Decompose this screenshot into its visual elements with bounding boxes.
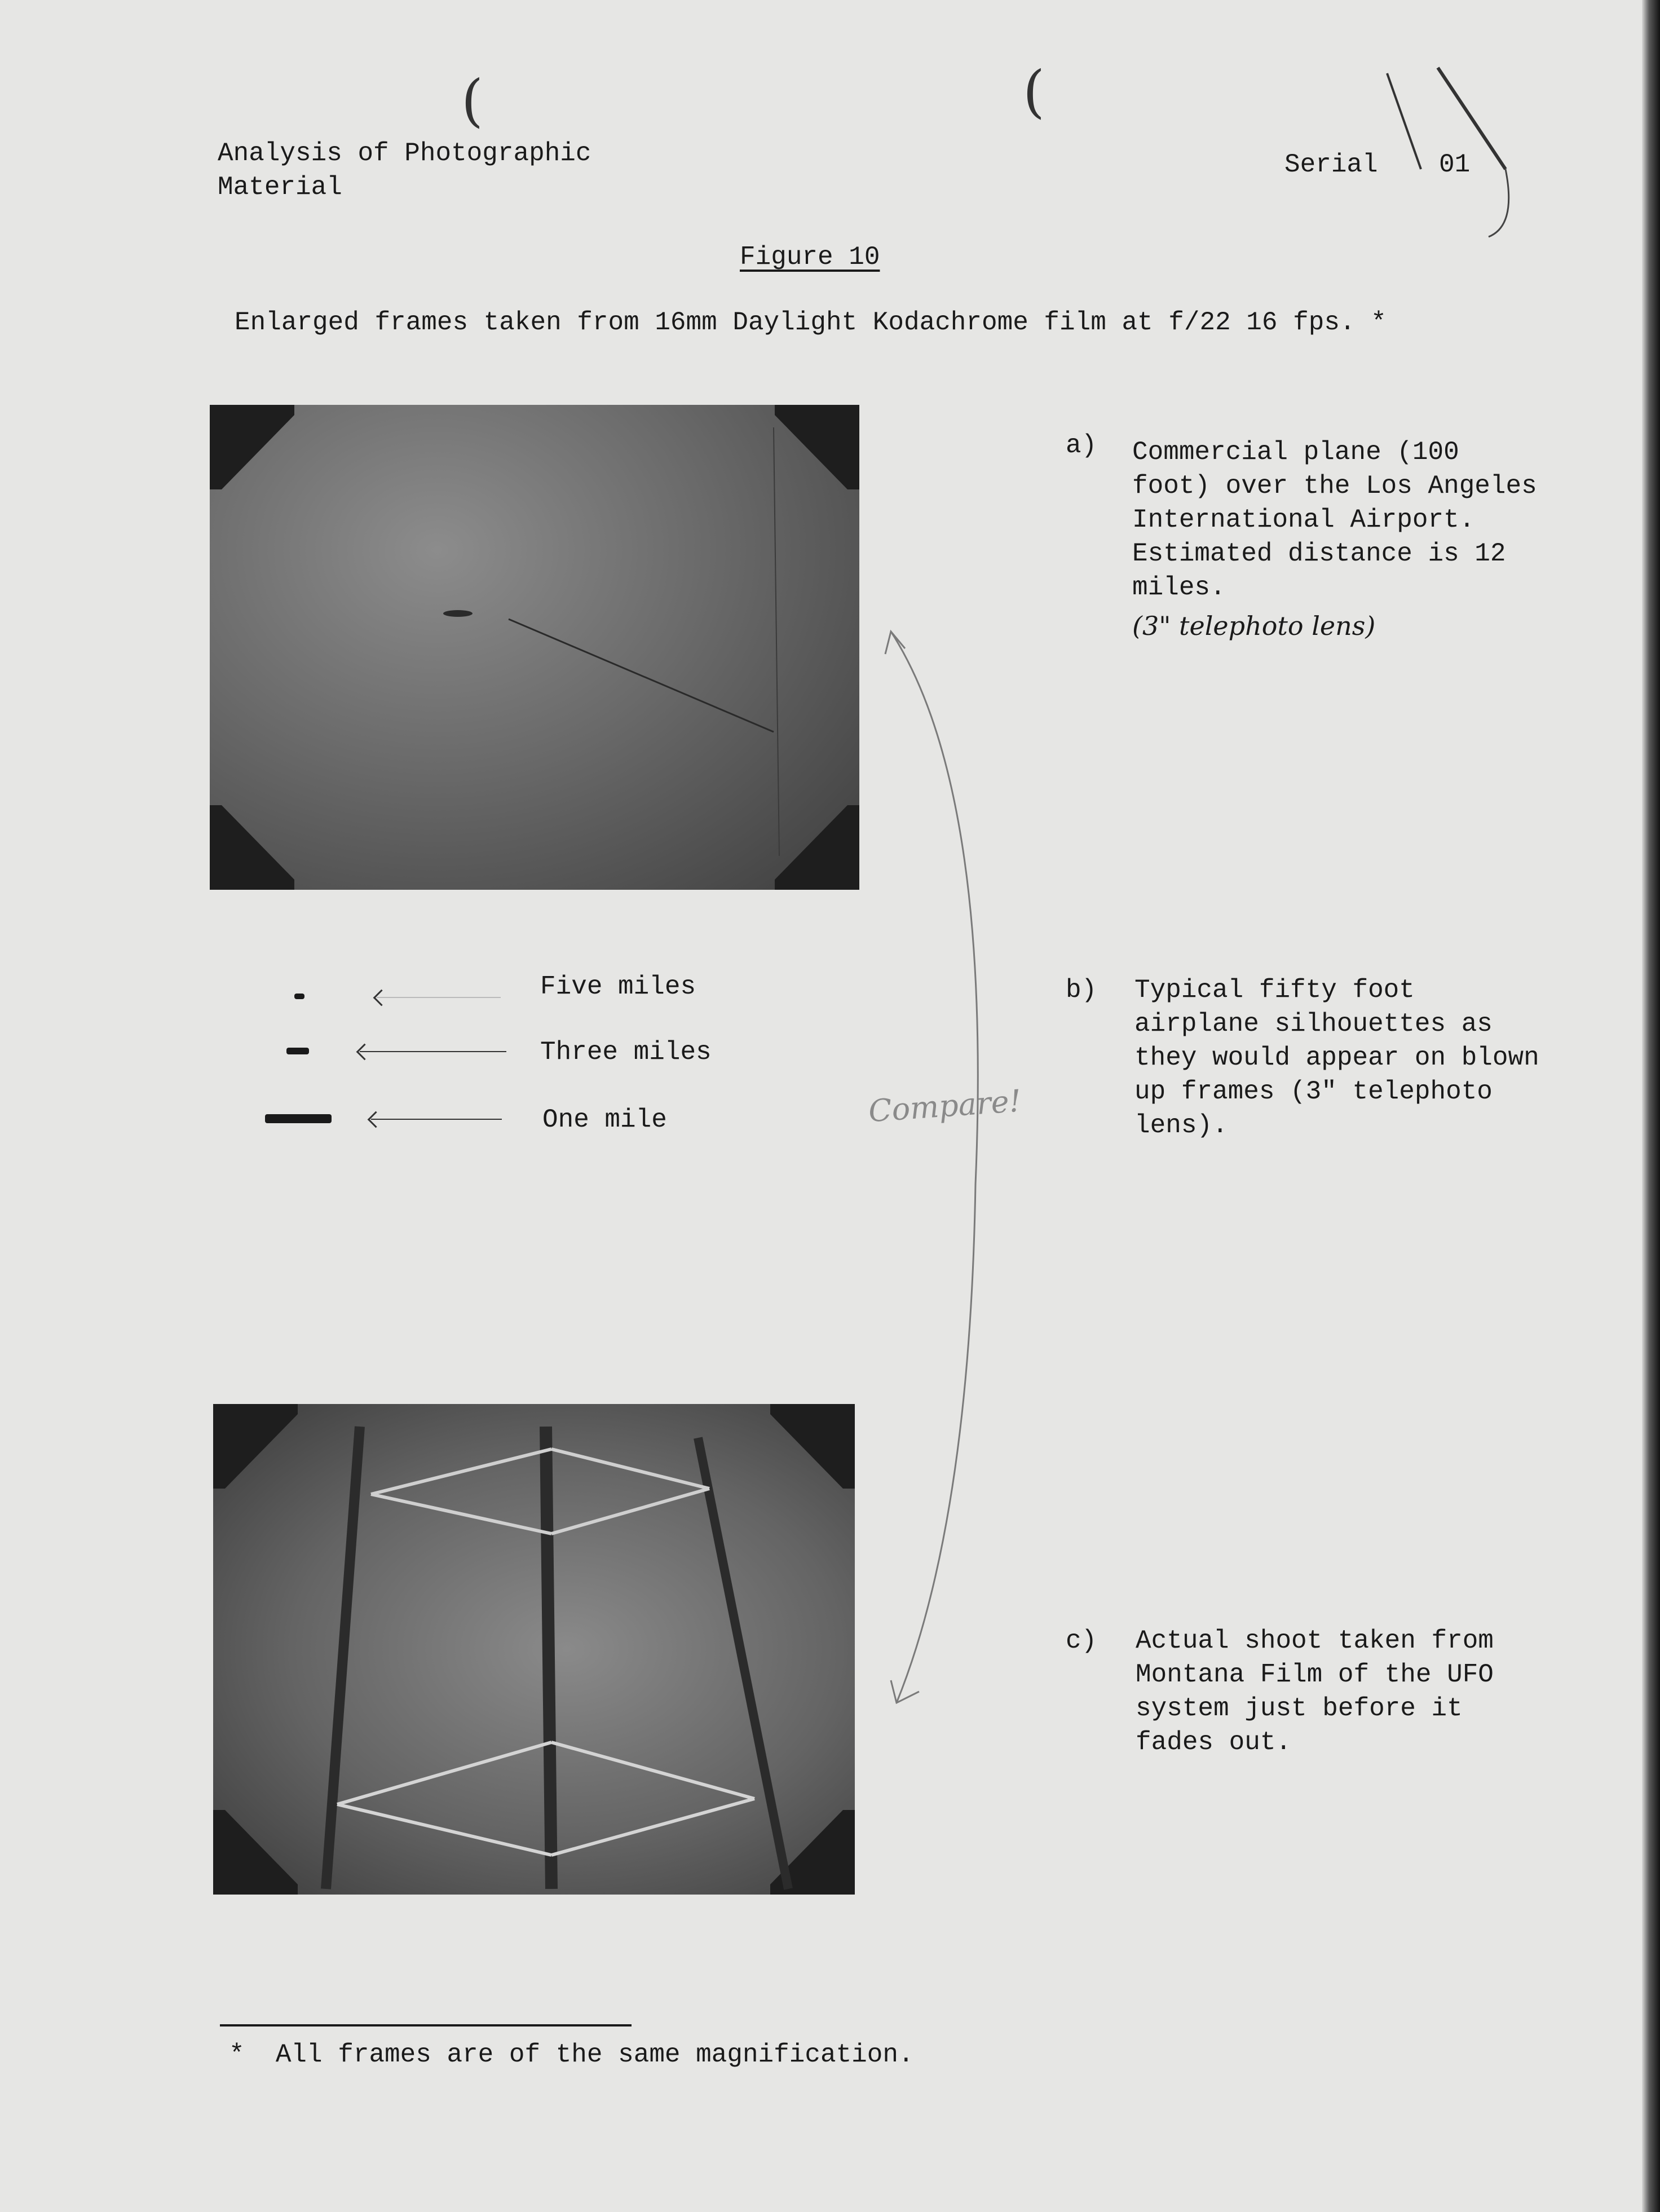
footnote-rule	[220, 2024, 632, 2026]
section-c-text: Actual shoot taken from Montana Film of the UFO system just before it fades out.	[1136, 1626, 1494, 1757]
silhouette-three-miles	[286, 1048, 309, 1054]
footnote: * All frames are of the same magnification.	[229, 2040, 914, 2069]
silhouette-five-miles	[294, 994, 304, 999]
serial-value: 01	[1439, 150, 1471, 179]
scale-label-one-mile: One mile	[542, 1105, 667, 1134]
section-a-handwritten-note: (3" telephoto lens)	[1132, 611, 1376, 641]
serial-label: Serial	[1284, 150, 1378, 179]
section-c-marker: c)	[1066, 1626, 1097, 1655]
margin-mark-right: (	[1023, 59, 1045, 125]
arrow-one-mile	[371, 1119, 502, 1120]
figure-subtitle: Enlarged frames taken from 16mm Daylight Kodachrome film at f/22 16 fps. *	[235, 308, 1387, 337]
photo-c-structure	[213, 1404, 855, 1895]
pencil-arrow	[880, 620, 1015, 1737]
photo-frame-a	[210, 405, 859, 890]
photo-a-marks	[210, 405, 859, 890]
pencil-note-compare: Compare!	[867, 1083, 1023, 1129]
section-b-marker: b)	[1066, 975, 1097, 1005]
section-a-marker: a)	[1066, 431, 1097, 460]
figure-title: Figure 10	[740, 242, 880, 272]
silhouette-one-mile	[265, 1114, 332, 1123]
scale-label-five-miles: Five miles	[540, 972, 696, 1001]
page-edge	[1642, 0, 1660, 2212]
arrow-five-miles	[377, 997, 501, 998]
section-b-text: Typical fifty foot airplane silhouettes as they would appear on blown up frames (3" telephoto lens).	[1134, 975, 1539, 1140]
arrow-three-miles	[360, 1051, 506, 1052]
margin-mark-left: (	[461, 68, 484, 134]
photo-frame-c	[213, 1404, 855, 1895]
section-a-text: Commercial plane (100 foot) over the Los Angeles International Airport. Estimated distance is 12 miles.	[1132, 438, 1537, 602]
header-title: Analysis of Photographic Material	[218, 139, 591, 202]
scale-label-three-miles: Three miles	[540, 1037, 712, 1067]
serial-slash-marks	[1376, 56, 1522, 242]
